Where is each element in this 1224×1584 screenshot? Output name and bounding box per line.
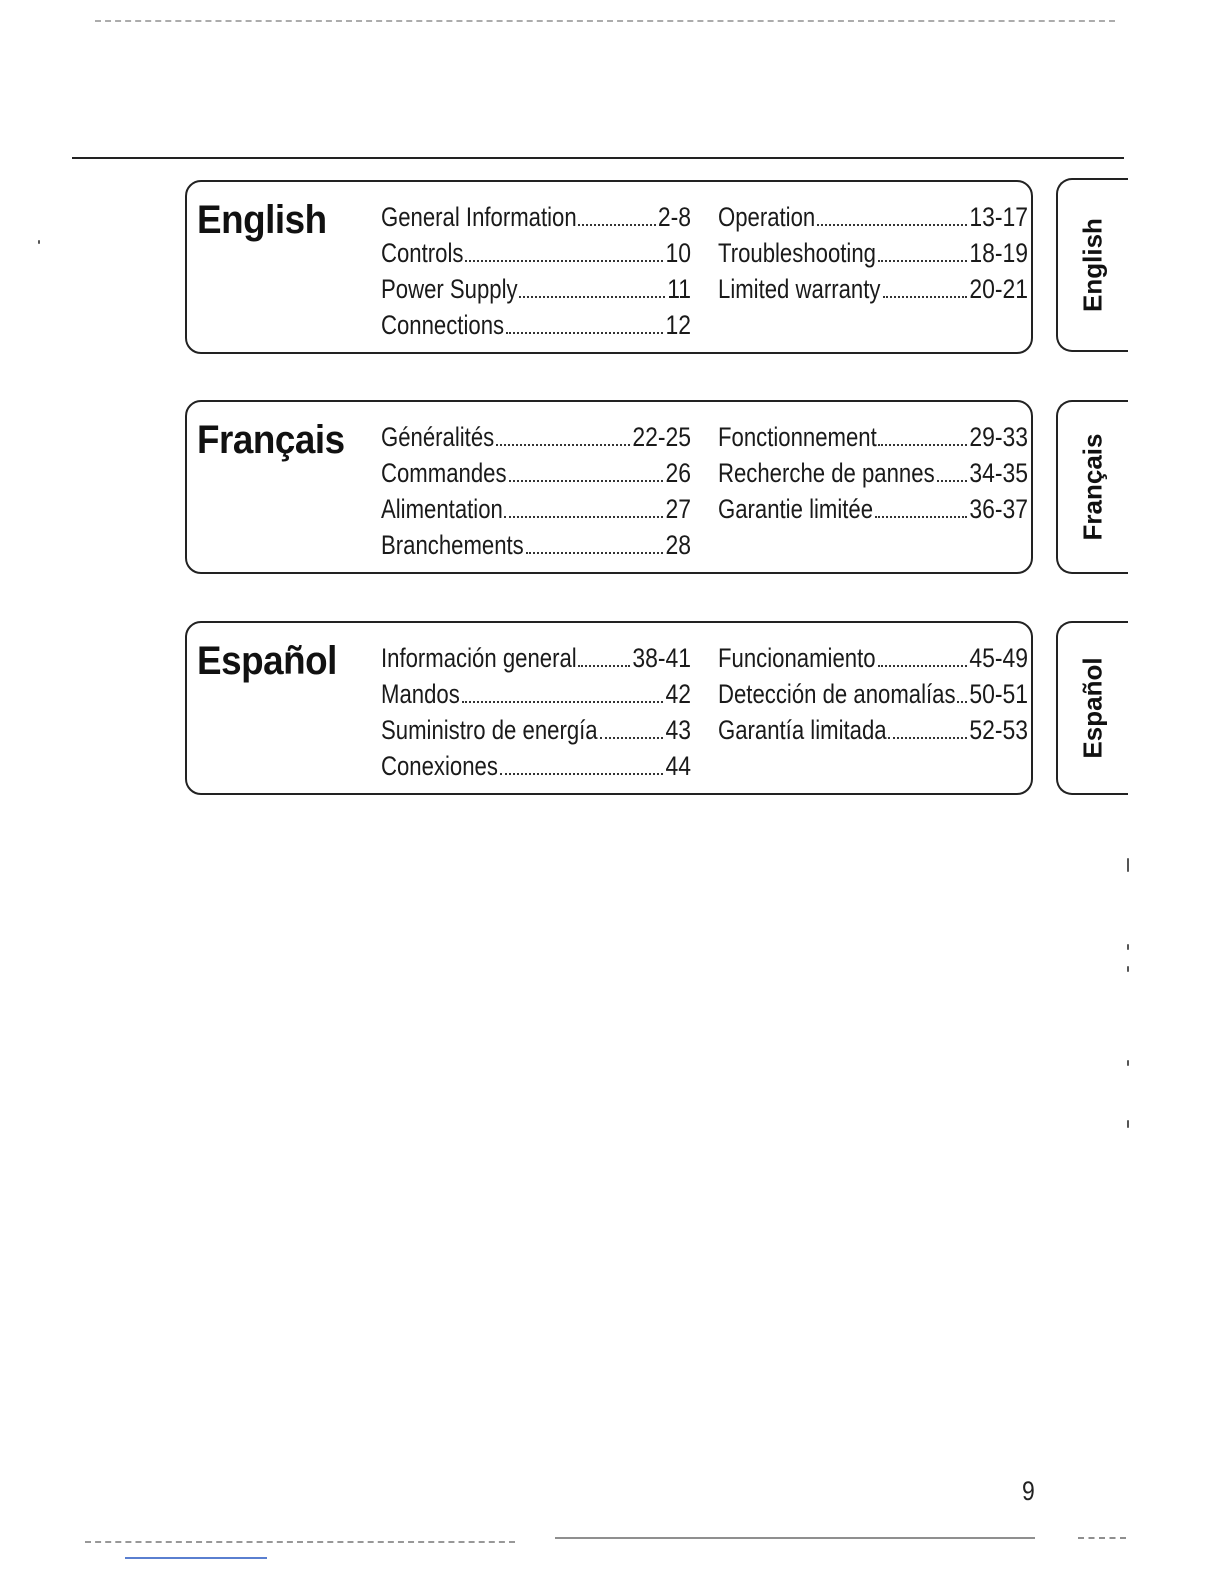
side-tab-english[interactable] — [1056, 178, 1128, 352]
section-title-francais: Français — [197, 418, 345, 462]
dot-leader — [817, 224, 967, 226]
toc-entry[interactable] — [381, 530, 691, 566]
toc-entry[interactable] — [718, 643, 1028, 679]
scan-speck — [1127, 1060, 1129, 1066]
toc-entry[interactable] — [381, 751, 691, 787]
toc-entry-page: 28 — [665, 530, 691, 560]
toc-entry-label: Connections — [381, 310, 505, 340]
toc-entry-label: Fonctionnement — [718, 422, 877, 452]
toc-entry-page: 29-33 — [969, 422, 1028, 452]
dot-leader — [878, 260, 968, 262]
scan-artifact-top — [95, 20, 1115, 22]
toc-entry-page: 44 — [665, 751, 691, 781]
side-tab-label: Français — [1077, 433, 1108, 541]
toc-entry-label: Généralités — [381, 422, 495, 452]
dot-leader — [496, 444, 630, 446]
toc-entry-label: Limited warranty — [718, 274, 881, 304]
toc-entry[interactable] — [718, 202, 1028, 238]
toc-entry[interactable] — [718, 238, 1028, 274]
toc-entry-label: Branchements — [381, 530, 524, 560]
section-espanol — [185, 621, 1033, 795]
dot-leader — [875, 516, 967, 518]
toc-entry-page: 43 — [665, 715, 691, 745]
toc-entry-page: 42 — [665, 679, 691, 709]
toc-entry[interactable] — [381, 310, 691, 346]
toc-entry-label: Recherche de pannes — [718, 458, 935, 488]
toc-entry-label: Información general — [381, 643, 577, 673]
scan-speck — [1127, 966, 1129, 972]
section-english — [185, 180, 1033, 354]
section-title-english: English — [197, 198, 327, 242]
dot-leader — [878, 444, 967, 446]
toc-entry-page: 22-25 — [632, 422, 691, 452]
header-rule — [72, 157, 1124, 159]
toc-entry-page: 11 — [667, 274, 691, 304]
dot-leader — [878, 665, 968, 667]
toc-entry-label: General Information — [381, 202, 577, 232]
scan-speck — [1127, 944, 1129, 950]
scan-speck — [1127, 858, 1129, 872]
toc-column-left — [381, 422, 691, 566]
toc-entry-page: 38-41 — [632, 643, 691, 673]
toc-entry-page: 45-49 — [969, 643, 1028, 673]
side-tab-label: Español — [1077, 657, 1108, 759]
section-title-espanol: Español — [197, 639, 337, 683]
toc-entry-page: 26 — [665, 458, 691, 488]
dot-leader — [504, 516, 663, 518]
scan-artifact-blue-line — [125, 1557, 267, 1559]
dot-leader — [526, 552, 664, 554]
toc-entry[interactable] — [381, 238, 691, 274]
dot-leader — [462, 701, 664, 703]
toc-entry-label: Commandes — [381, 458, 507, 488]
toc-entry[interactable] — [381, 274, 691, 310]
side-tab-espanol[interactable] — [1056, 621, 1128, 795]
toc-entry-page: 36-37 — [969, 494, 1028, 524]
scan-artifact-bottom — [555, 1537, 1035, 1539]
toc-entry-label: Funcionamiento — [718, 643, 876, 673]
dot-leader — [465, 260, 663, 262]
toc-entry[interactable] — [381, 458, 691, 494]
toc-entry-page: 52-53 — [969, 715, 1028, 745]
page-number: 9 — [1022, 1476, 1035, 1506]
toc-entry[interactable] — [718, 715, 1028, 751]
section-francais — [185, 400, 1033, 574]
toc-column-right — [718, 202, 1028, 310]
toc-entry-label: Suministro de energía — [381, 715, 598, 745]
toc-entry-label: Conexiones — [381, 751, 498, 781]
toc-entry-page: 20-21 — [969, 274, 1028, 304]
toc-entry[interactable] — [381, 494, 691, 530]
toc-column-left — [381, 643, 691, 787]
toc-entry-page: 10 — [665, 238, 691, 268]
dot-leader — [957, 701, 967, 703]
side-tab-label: English — [1077, 218, 1108, 312]
toc-entry[interactable] — [381, 643, 691, 679]
toc-column-right — [718, 643, 1028, 751]
side-tab-francais[interactable] — [1056, 400, 1128, 574]
toc-entry-page: 34-35 — [969, 458, 1028, 488]
toc-entry-label: Detección de anomalías — [718, 679, 956, 709]
dot-leader — [600, 737, 664, 739]
toc-entry[interactable] — [718, 422, 1028, 458]
dot-leader — [500, 773, 664, 775]
toc-entry-label: Power Supply — [381, 274, 518, 304]
dot-leader — [888, 737, 967, 739]
toc-entry-label: Troubleshooting — [718, 238, 876, 268]
toc-column-right — [718, 422, 1028, 530]
dot-leader — [506, 332, 663, 334]
toc-entry-label: Garantía limitada — [718, 715, 887, 745]
scan-artifact-bottom — [85, 1541, 515, 1543]
dot-leader — [509, 480, 664, 482]
toc-entry-page: 18-19 — [969, 238, 1028, 268]
toc-entry-label: Alimentation — [381, 494, 503, 524]
dot-leader — [883, 296, 968, 298]
dot-leader — [937, 480, 967, 482]
scan-artifact-bottom — [1078, 1537, 1126, 1539]
toc-entry[interactable] — [381, 715, 691, 751]
toc-entry-label: Mandos — [381, 679, 460, 709]
toc-entry-page: 2-8 — [657, 202, 691, 232]
dot-leader — [578, 665, 630, 667]
toc-entry-page: 50-51 — [969, 679, 1028, 709]
toc-entry-label: Garantie limitée — [718, 494, 874, 524]
toc-entry[interactable] — [381, 679, 691, 715]
toc-entry-label: Operation — [718, 202, 816, 232]
scan-speck — [1127, 1120, 1129, 1128]
toc-entry[interactable] — [718, 679, 1028, 715]
toc-entry[interactable] — [381, 422, 691, 458]
toc-entry[interactable] — [718, 494, 1028, 530]
dot-leader — [578, 224, 655, 226]
dot-leader — [519, 296, 665, 298]
scan-speck — [38, 240, 40, 244]
toc-entry[interactable] — [718, 274, 1028, 310]
toc-entry-page: 12 — [665, 310, 691, 340]
toc-entry-page: 13-17 — [969, 202, 1028, 232]
toc-column-left — [381, 202, 691, 346]
toc-entry-label: Controls — [381, 238, 464, 268]
toc-entry-page: 27 — [665, 494, 691, 524]
toc-entry[interactable] — [718, 458, 1028, 494]
toc-entry[interactable] — [381, 202, 691, 238]
